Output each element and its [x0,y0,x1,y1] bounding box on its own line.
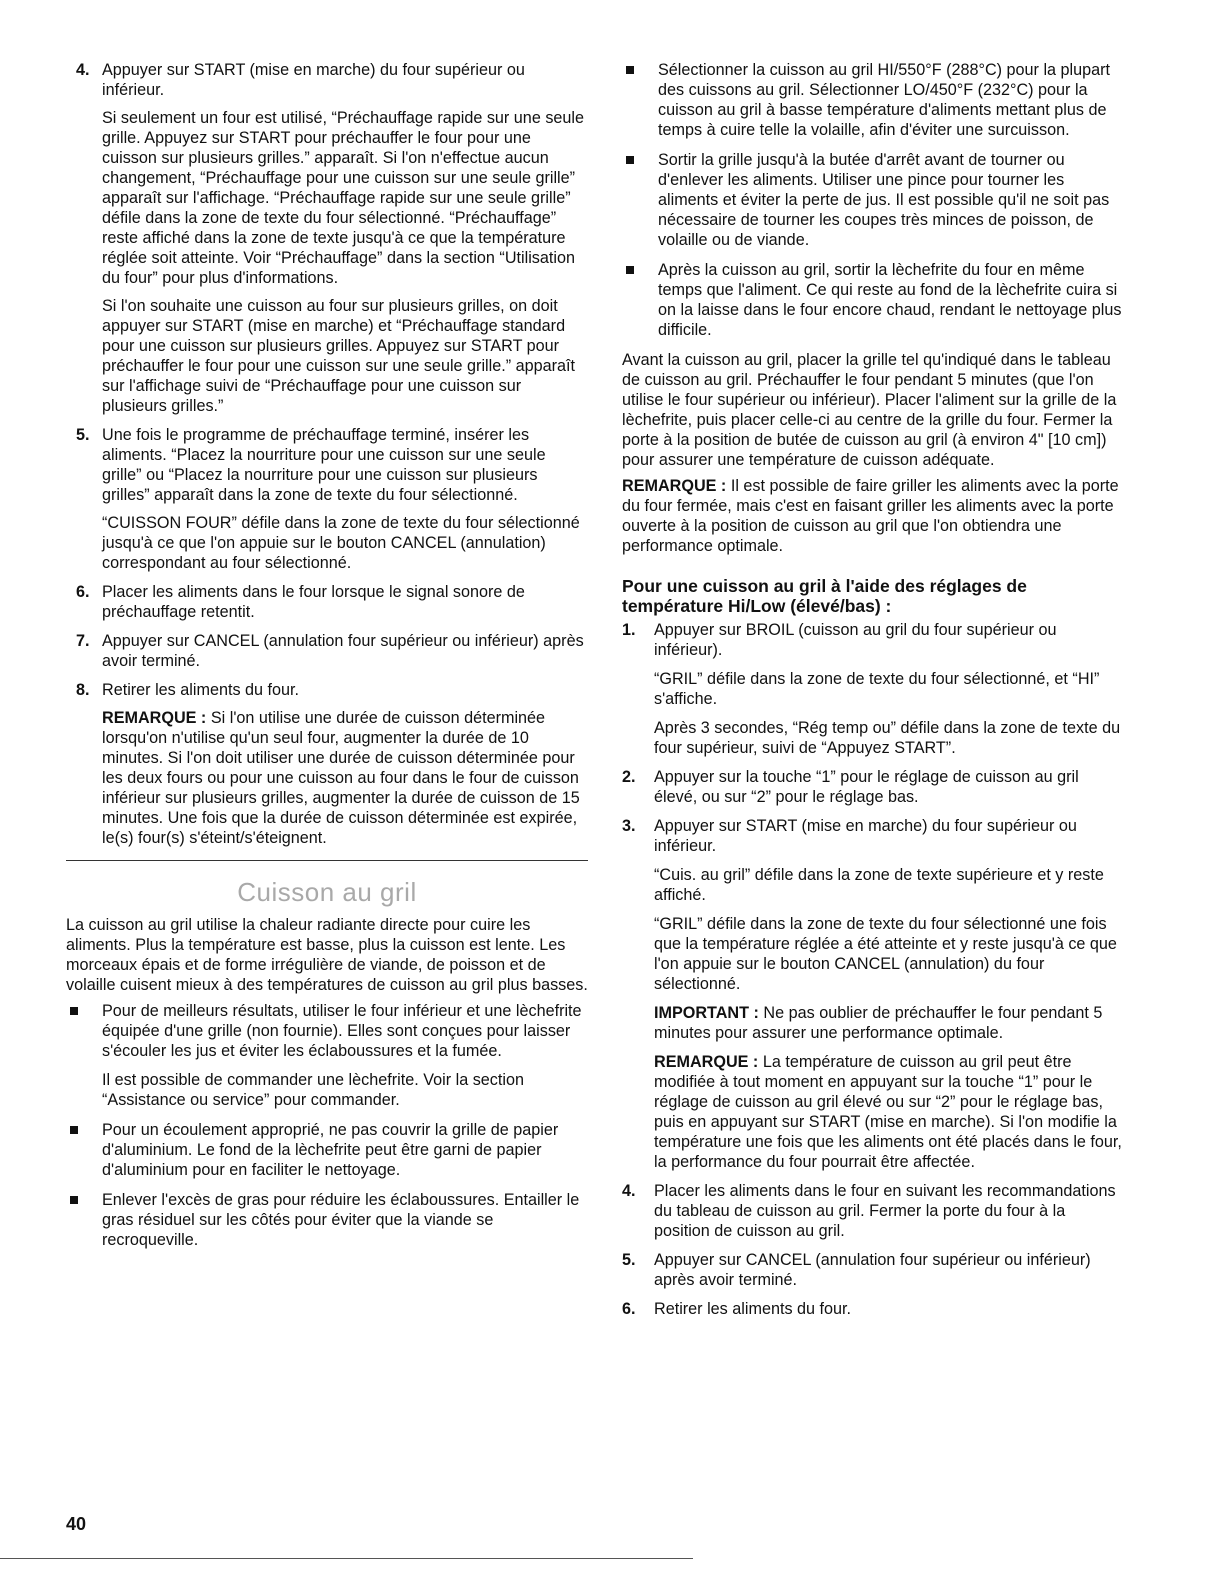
square-bullet-icon [626,266,634,274]
step-number: 4. [622,1182,636,1200]
bullet-text: Sélectionner la cuisson au gril HI/550°F (288°C) pour la plupart des cuissons au gril. Sélectionner LO/450°F (232°C) pour la cuisson au gril à basse température d'aliments mettant plus de temps à cuire telle la volaille, afin d'éviter une surcuisson. [658,61,1111,139]
step-text: Après 3 secondes, “Rég temp ou” défile dans la zone de texte du four supérieur, suivi de “Appuyez START”. [654,719,1121,757]
bullet-item [622,60,1122,140]
note-label: REMARQUE : [102,709,207,727]
step-text: Placer les aliments dans le four lorsque le signal sonore de préchauffage retentit. [102,583,525,621]
bullet-text: Sortir la grille jusqu'à la butée d'arrêt avant de tourner ou d'enlever les aliments. Utiliser une pince pour tourner les aliments et éviter la perte de jus. Il est possible qu'il ne soit pas nécessaire de tourner les coupes très minces de poisson, de volaille ou de viande. [658,151,1110,249]
broil-step-2 [622,767,1122,807]
step-4 [66,60,588,416]
bullet-text: Après la cuisson au gril, sortir la lèchefrite du four en même temps que l'aliment. Ce qui reste au fond de la lèchefrite cuira si on la laisse dans le four encore chaud, rendant le nettoyage plus difficile. [658,261,1122,339]
bullet-item [66,1001,588,1110]
square-bullet-icon [70,1196,78,1204]
bullet-text: Pour un écoulement approprié, ne pas couvrir la grille de papier d'aluminium. Le fond de la lèchefrite peut être garni de papier d'aluminium pour en faciliter le nettoyage. [102,1121,559,1179]
important-label: IMPORTANT : [654,1004,759,1022]
step-number: 7. [76,632,90,650]
step-text: Appuyer sur BROIL (cuisson au gril du four supérieur ou inférieur). [654,621,1057,659]
note-label: REMARQUE : [654,1053,759,1071]
square-bullet-icon [626,66,634,74]
step-number: 5. [76,426,90,444]
bottom-divider [0,1558,693,1559]
note-text: Si l'on utilise une durée de cuisson déterminée lorsqu'on n'utilise qu'un seul four, augmenter la durée de 10 minutes. Si l'on doit utiliser une durée de cuisson déterminée pour les deux fours ou pour une cuisson au four dans le four de cuisson inférieur sur plusieurs grilles, augmenter la durée de cuisson de 15 minutes. Une fois que la durée de cuisson déterminée est expirée, le(s) four(s) s'éteint/s'éteignent. [102,709,580,847]
bullet-text: Pour de meilleurs résultats, utiliser le four inférieur et une lèchefrite équipée d'une grille (non fournie). Elles sont conçues pour laisser s'écouler les jus et éviter les éclaboussures et la fumée. [102,1002,582,1060]
step-text: Appuyer sur START (mise en marche) du four supérieur ou inférieur. [654,817,1077,855]
step-text: Appuyer sur CANCEL (annulation four supérieur ou inférieur) après avoir terminé. [102,632,584,670]
subheading: Pour une cuisson au gril à l'aide des réglages de température Hi/Low (élevé/bas) : [622,576,1027,616]
note-label: REMARQUE : [622,477,727,495]
step-number: 6. [76,583,90,601]
broil-step-6 [622,1299,1122,1319]
step-number: 8. [76,681,90,699]
step-text: Si seulement un four est utilisé, “Préchauffage rapide sur une seule grille. Appuyez sur START pour préchauffer le four pour une cuisson sur plusieurs grilles.” apparaît. Si l'on n'effectue aucun changement, “Préchauffage pour une cuisson sur une seule grille” apparaît sur l'affichage. “Préchauffage rapide sur une seule grille” défile dans la zone de texte du four sélectionné. “Préchauffage” reste affiché dans la zone de texte jusqu'à ce que la température réglée soit atteinte. Voir “Préchauffage” dans la section “Utilisation du four” pour plus d'informations. [102,109,585,287]
square-bullet-icon [70,1126,78,1134]
left-column [66,60,588,1260]
step-text: “GRIL” défile dans la zone de texte du four sélectionné, et “HI” s'affiche. [654,670,1100,708]
broil-step-3 [622,816,1122,1172]
step-text: Retirer les aliments du four. [654,1300,852,1318]
bullet-text: Enlever l'excès de gras pour réduire les éclaboussures. Entailler le gras résiduel sur les côtés pour éviter que la viande se recroqueville. [102,1191,580,1249]
step-text: Appuyer sur START (mise en marche) du four supérieur ou inférieur. [102,61,525,99]
step-text: Placer les aliments dans le four en suivant les recommandations du tableau de cuisson au gril. Fermer la porte du four à la position de cuisson au gril. [654,1182,1116,1240]
step-text: Appuyer sur CANCEL (annulation four supérieur ou inférieur) après avoir terminé. [654,1251,1091,1289]
bullet-item [66,1190,588,1250]
step-number: 4. [76,61,90,79]
important-paragraph [654,1003,1122,1043]
broil-step-4 [622,1181,1122,1241]
note-paragraph [654,1052,1122,1172]
section-title: Cuisson au gril [237,877,417,907]
step-7 [66,631,588,671]
note-paragraph [622,476,1122,556]
square-bullet-icon [70,1007,78,1015]
broil-step-1 [622,620,1122,758]
step-5 [66,425,588,573]
body-paragraph: Avant la cuisson au gril, placer la grille tel qu'indiqué dans le tableau de cuisson au gril. Préchauffer le four pendant 5 minutes (que l'on utilise le four supérieur ou inférieur). Placer l'aliment sur la grille de la lèchefrite, puis placer celle-ci au centre de la grille du four. Fermer la porte à la position de butée de cuisson au gril (à environ 4" [10 cm]) pour assurer une température de cuisson adéquate. [622,351,1117,469]
right-column [622,60,1122,1328]
step-number: 6. [622,1300,636,1318]
broil-step-5 [622,1250,1122,1290]
step-8 [66,680,588,848]
step-text: “Cuis. au gril” défile dans la zone de texte supérieure et y reste affiché. [654,866,1104,904]
intro-paragraph: La cuisson au gril utilise la chaleur radiante directe pour cuire les aliments. Plus la température est basse, plus la cuisson est lente. Les morceaux épais et de forme irrégulière de viande, de poisson et de volaille cuisent mieux à des températures de cuisson au gril plus basses. [66,916,588,994]
page-number: 40 [66,1514,87,1534]
bullet-item [66,1120,588,1180]
bullet-item [622,150,1122,250]
bullet-item [622,260,1122,340]
step-text: Une fois le programme de préchauffage terminé, insérer les aliments. “Placez la nourriture pour une cuisson sur une seule grille” ou “Placez la nourriture pour une cuisson sur plusieurs grilles” apparaît dans la zone de texte du four sélectionné. [102,426,546,504]
bullet-text: Il est possible de commander une lèchefrite. Voir la section “Assistance ou service” pour commander. [102,1071,524,1109]
note-paragraph [102,708,588,848]
step-6 [66,582,588,622]
section-divider [66,860,588,861]
step-number: 2. [622,768,636,786]
step-text: “CUISSON FOUR” défile dans la zone de texte du four sélectionné jusqu'à ce que l'on appuie sur le bouton CANCEL (annulation) correspondant au four sélectionné. [102,514,580,572]
step-number: 1. [622,621,636,639]
square-bullet-icon [626,156,634,164]
note-text: La température de cuisson au gril peut être modifiée à tout moment en appuyant sur la touche “1” pour le réglage de cuisson au gril élevé ou sur “2” pour le réglage bas, puis en appuyant sur START (mise en marche). Si l'on modifie la température une fois que les aliments ont été placés dans le four, la performance du four pourrait être affectée. [654,1053,1122,1171]
important-text: Ne pas oublier de préchauffer le four pendant 5 minutes pour assurer une performance optimale. [654,1004,1103,1042]
step-text: Si l'on souhaite une cuisson au four sur plusieurs grilles, on doit appuyer sur START (mise en marche) et “Préchauffage standard pour une cuisson sur plusieurs grilles. Appuyez sur START pour préchauffer le four pour une cuisson sur une seule grille.” apparaît sur l'affichage suivi de “Préchauffage pour une cuisson sur plusieurs grilles.” [102,297,576,415]
step-text: “GRIL” défile dans la zone de texte du four sélectionné une fois que la température réglée a été atteinte et y reste jusqu'à ce que l'on appuie sur le bouton CANCEL (annulation) du four sélectionné. [654,915,1117,993]
step-text: Retirer les aliments du four. [102,681,300,699]
note-text: Il est possible de faire griller les aliments avec la porte du four fermée, mais c'est en faisant griller les aliments avec la porte ouverte à la position de cuisson au gril que l'on obtiendra une performance optimale. [622,477,1119,555]
step-text: Appuyer sur la touche “1” pour le réglage de cuisson au gril élevé, ou sur “2” pour le réglage bas. [654,768,1079,806]
step-number: 5. [622,1251,636,1269]
step-number: 3. [622,817,636,835]
